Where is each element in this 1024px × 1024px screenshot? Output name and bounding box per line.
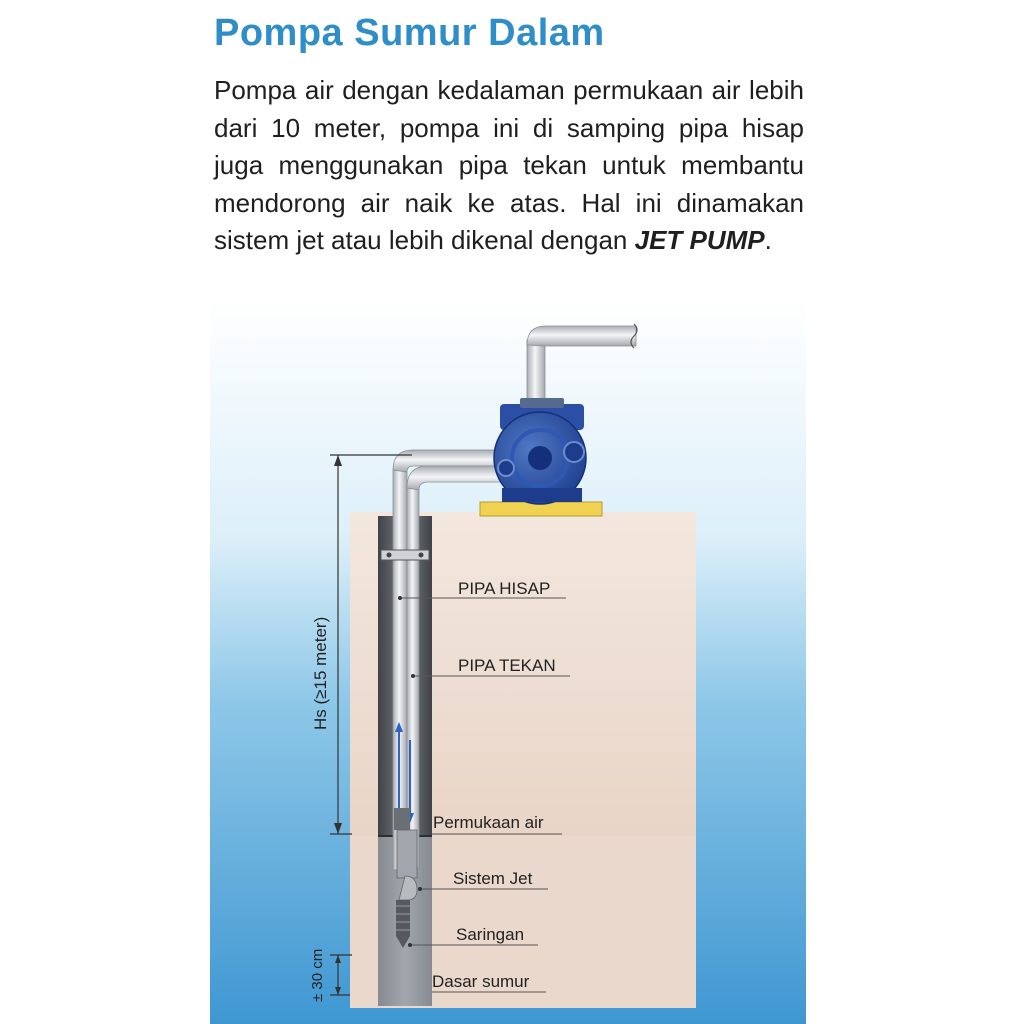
page-title: Pompa Sumur Dalam (214, 12, 605, 54)
description-end: . (764, 225, 772, 255)
label-jet-system: Sistem Jet (453, 869, 533, 888)
outlet-elbow (527, 326, 636, 346)
jet-assembly (394, 808, 410, 830)
description-paragraph (214, 72, 804, 260)
jet-pump-diagram (0, 300, 1024, 1024)
bottom-dimension-label: ± 30 cm (309, 948, 326, 1002)
strainer-shape (396, 900, 410, 936)
jet-pump-emphasis: JET PUMP (634, 225, 765, 255)
label-water-surface: Permukaan air (433, 813, 544, 832)
jet-pump (494, 398, 586, 504)
label-strainer: Saringan (456, 925, 525, 944)
label-pressure-pipe: PIPA TEKAN (458, 656, 556, 675)
description-text: Pompa air dengan kedalaman permukaan air lebih dari 10 meter, pompa ini di samping pipa hisap juga menggunakan pipa tekan untuk membantu mendorong air naik ke atas. Hal ini dinamakan sistem jet atau lebih dikenal dengan (214, 75, 804, 255)
depth-dimension-label: Hs (≥15 meter) (311, 616, 330, 730)
label-suction-pipe: PIPA HISAP (458, 579, 551, 598)
label-well-bottom: Dasar sumur (432, 972, 530, 991)
